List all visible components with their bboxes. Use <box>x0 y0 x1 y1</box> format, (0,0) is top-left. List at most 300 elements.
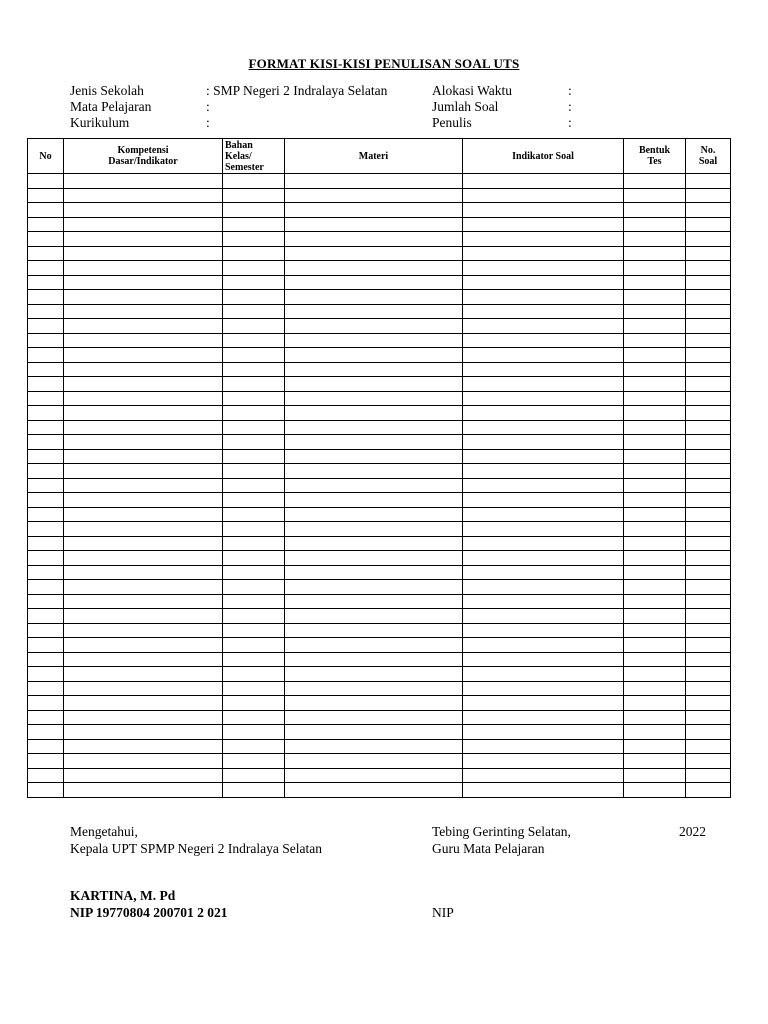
table-cell-no[interactable] <box>28 783 64 798</box>
table-cell-kd[interactable] <box>64 522 223 537</box>
table-cell-bentuk[interactable] <box>624 551 686 566</box>
table-cell-materi[interactable] <box>285 710 463 725</box>
table-cell-nosoal[interactable] <box>686 754 731 769</box>
table-cell-materi[interactable] <box>285 290 463 305</box>
table-cell-indikator[interactable] <box>463 652 624 667</box>
table-cell-nosoal[interactable] <box>686 420 731 435</box>
table-cell-materi[interactable] <box>285 377 463 392</box>
table-cell-nosoal[interactable] <box>686 522 731 537</box>
table-cell-indikator[interactable] <box>463 362 624 377</box>
table-cell-kd[interactable] <box>64 304 223 319</box>
table-cell-kd[interactable] <box>64 377 223 392</box>
table-cell-materi[interactable] <box>285 188 463 203</box>
table-cell-materi[interactable] <box>285 217 463 232</box>
table-cell-kd[interactable] <box>64 754 223 769</box>
table-cell-bentuk[interactable] <box>624 449 686 464</box>
table-cell-materi[interactable] <box>285 232 463 247</box>
table-cell-bentuk[interactable] <box>624 203 686 218</box>
table-cell-kd[interactable] <box>64 507 223 522</box>
table-cell-kd[interactable] <box>64 638 223 653</box>
table-cell-indikator[interactable] <box>463 188 624 203</box>
table-cell-materi[interactable] <box>285 319 463 334</box>
table-cell-no[interactable] <box>28 203 64 218</box>
table-cell-indikator[interactable] <box>463 638 624 653</box>
table-cell-indikator[interactable] <box>463 290 624 305</box>
table-cell-bahan[interactable] <box>223 348 285 363</box>
table-cell-bahan[interactable] <box>223 783 285 798</box>
table-cell-bahan[interactable] <box>223 768 285 783</box>
table-cell-bentuk[interactable] <box>624 348 686 363</box>
table-cell-bahan[interactable] <box>223 594 285 609</box>
table-cell-nosoal[interactable] <box>686 203 731 218</box>
table-cell-nosoal[interactable] <box>686 188 731 203</box>
table-cell-materi[interactable] <box>285 739 463 754</box>
table-cell-no[interactable] <box>28 652 64 667</box>
table-cell-no[interactable] <box>28 188 64 203</box>
table-cell-materi[interactable] <box>285 652 463 667</box>
table-cell-indikator[interactable] <box>463 232 624 247</box>
table-cell-kd[interactable] <box>64 319 223 334</box>
table-cell-materi[interactable] <box>285 507 463 522</box>
table-cell-materi[interactable] <box>285 754 463 769</box>
table-cell-indikator[interactable] <box>463 565 624 580</box>
table-cell-indikator[interactable] <box>463 580 624 595</box>
table-cell-nosoal[interactable] <box>686 449 731 464</box>
table-cell-indikator[interactable] <box>463 696 624 711</box>
table-cell-kd[interactable] <box>64 348 223 363</box>
table-cell-bentuk[interactable] <box>624 725 686 740</box>
table-cell-no[interactable] <box>28 362 64 377</box>
table-cell-materi[interactable] <box>285 406 463 421</box>
table-cell-bentuk[interactable] <box>624 638 686 653</box>
table-cell-nosoal[interactable] <box>686 348 731 363</box>
table-cell-indikator[interactable] <box>463 203 624 218</box>
table-cell-materi[interactable] <box>285 594 463 609</box>
table-cell-no[interactable] <box>28 580 64 595</box>
table-cell-no[interactable] <box>28 681 64 696</box>
table-cell-no[interactable] <box>28 449 64 464</box>
table-cell-indikator[interactable] <box>463 507 624 522</box>
table-cell-materi[interactable] <box>285 725 463 740</box>
table-cell-nosoal[interactable] <box>686 217 731 232</box>
table-cell-materi[interactable] <box>285 522 463 537</box>
table-cell-indikator[interactable] <box>463 420 624 435</box>
table-cell-bahan[interactable] <box>223 217 285 232</box>
table-cell-nosoal[interactable] <box>686 377 731 392</box>
table-cell-bahan[interactable] <box>223 333 285 348</box>
table-cell-nosoal[interactable] <box>686 275 731 290</box>
table-cell-no[interactable] <box>28 377 64 392</box>
table-cell-nosoal[interactable] <box>686 768 731 783</box>
table-cell-materi[interactable] <box>285 609 463 624</box>
table-cell-nosoal[interactable] <box>686 580 731 595</box>
table-cell-bahan[interactable] <box>223 449 285 464</box>
table-cell-bentuk[interactable] <box>624 333 686 348</box>
table-cell-no[interactable] <box>28 710 64 725</box>
table-cell-no[interactable] <box>28 232 64 247</box>
table-cell-kd[interactable] <box>64 478 223 493</box>
table-cell-kd[interactable] <box>64 623 223 638</box>
table-cell-materi[interactable] <box>285 174 463 189</box>
table-cell-indikator[interactable] <box>463 522 624 537</box>
table-cell-kd[interactable] <box>64 464 223 479</box>
table-cell-nosoal[interactable] <box>686 406 731 421</box>
table-cell-bentuk[interactable] <box>624 507 686 522</box>
table-cell-no[interactable] <box>28 565 64 580</box>
table-cell-indikator[interactable] <box>463 783 624 798</box>
table-cell-bentuk[interactable] <box>624 261 686 276</box>
table-cell-bahan[interactable] <box>223 507 285 522</box>
table-cell-bahan[interactable] <box>223 420 285 435</box>
table-cell-no[interactable] <box>28 246 64 261</box>
table-cell-bentuk[interactable] <box>624 304 686 319</box>
table-cell-bentuk[interactable] <box>624 391 686 406</box>
table-cell-nosoal[interactable] <box>686 362 731 377</box>
table-cell-nosoal[interactable] <box>686 710 731 725</box>
table-cell-kd[interactable] <box>64 217 223 232</box>
table-cell-indikator[interactable] <box>463 754 624 769</box>
table-cell-bentuk[interactable] <box>624 275 686 290</box>
table-cell-indikator[interactable] <box>463 246 624 261</box>
table-cell-kd[interactable] <box>64 681 223 696</box>
table-cell-indikator[interactable] <box>463 261 624 276</box>
table-cell-indikator[interactable] <box>463 623 624 638</box>
table-cell-indikator[interactable] <box>463 391 624 406</box>
table-cell-nosoal[interactable] <box>686 261 731 276</box>
table-cell-materi[interactable] <box>285 304 463 319</box>
table-cell-no[interactable] <box>28 667 64 682</box>
table-cell-bentuk[interactable] <box>624 739 686 754</box>
table-cell-bentuk[interactable] <box>624 493 686 508</box>
table-cell-indikator[interactable] <box>463 725 624 740</box>
table-cell-indikator[interactable] <box>463 319 624 334</box>
table-cell-bentuk[interactable] <box>624 667 686 682</box>
table-cell-no[interactable] <box>28 623 64 638</box>
table-cell-nosoal[interactable] <box>686 333 731 348</box>
table-cell-no[interactable] <box>28 725 64 740</box>
table-cell-bentuk[interactable] <box>624 754 686 769</box>
table-cell-bahan[interactable] <box>223 406 285 421</box>
table-cell-bentuk[interactable] <box>624 174 686 189</box>
table-cell-no[interactable] <box>28 420 64 435</box>
table-cell-kd[interactable] <box>64 580 223 595</box>
table-cell-bahan[interactable] <box>223 377 285 392</box>
table-cell-indikator[interactable] <box>463 449 624 464</box>
table-cell-bentuk[interactable] <box>624 609 686 624</box>
table-cell-no[interactable] <box>28 406 64 421</box>
table-cell-indikator[interactable] <box>463 217 624 232</box>
table-cell-bentuk[interactable] <box>624 420 686 435</box>
table-cell-materi[interactable] <box>285 261 463 276</box>
table-cell-materi[interactable] <box>285 638 463 653</box>
table-cell-indikator[interactable] <box>463 667 624 682</box>
table-cell-bahan[interactable] <box>223 623 285 638</box>
table-cell-bahan[interactable] <box>223 435 285 450</box>
table-cell-no[interactable] <box>28 478 64 493</box>
table-cell-bahan[interactable] <box>223 652 285 667</box>
table-cell-bahan[interactable] <box>223 725 285 740</box>
table-cell-nosoal[interactable] <box>686 725 731 740</box>
table-cell-kd[interactable] <box>64 565 223 580</box>
table-cell-bentuk[interactable] <box>624 594 686 609</box>
table-cell-nosoal[interactable] <box>686 739 731 754</box>
table-cell-nosoal[interactable] <box>686 174 731 189</box>
table-cell-bentuk[interactable] <box>624 522 686 537</box>
table-cell-no[interactable] <box>28 275 64 290</box>
table-cell-indikator[interactable] <box>463 406 624 421</box>
table-cell-kd[interactable] <box>64 551 223 566</box>
table-cell-materi[interactable] <box>285 275 463 290</box>
table-cell-no[interactable] <box>28 609 64 624</box>
table-cell-nosoal[interactable] <box>686 609 731 624</box>
table-cell-bahan[interactable] <box>223 232 285 247</box>
table-cell-nosoal[interactable] <box>686 551 731 566</box>
table-cell-kd[interactable] <box>64 174 223 189</box>
table-cell-bentuk[interactable] <box>624 290 686 305</box>
table-cell-nosoal[interactable] <box>686 435 731 450</box>
table-cell-indikator[interactable] <box>463 275 624 290</box>
table-cell-kd[interactable] <box>64 725 223 740</box>
table-cell-kd[interactable] <box>64 391 223 406</box>
table-cell-bahan[interactable] <box>223 188 285 203</box>
table-cell-no[interactable] <box>28 696 64 711</box>
table-cell-no[interactable] <box>28 507 64 522</box>
table-cell-kd[interactable] <box>64 188 223 203</box>
table-cell-bentuk[interactable] <box>624 478 686 493</box>
table-cell-materi[interactable] <box>285 449 463 464</box>
table-cell-materi[interactable] <box>285 696 463 711</box>
table-cell-bahan[interactable] <box>223 551 285 566</box>
table-cell-nosoal[interactable] <box>686 290 731 305</box>
table-cell-indikator[interactable] <box>463 739 624 754</box>
table-cell-bahan[interactable] <box>223 319 285 334</box>
table-cell-materi[interactable] <box>285 681 463 696</box>
table-cell-materi[interactable] <box>285 391 463 406</box>
table-cell-nosoal[interactable] <box>686 464 731 479</box>
table-cell-nosoal[interactable] <box>686 681 731 696</box>
table-cell-bentuk[interactable] <box>624 783 686 798</box>
table-cell-kd[interactable] <box>64 536 223 551</box>
table-cell-indikator[interactable] <box>463 493 624 508</box>
table-cell-bentuk[interactable] <box>624 768 686 783</box>
table-cell-no[interactable] <box>28 348 64 363</box>
table-cell-kd[interactable] <box>64 246 223 261</box>
table-cell-kd[interactable] <box>64 594 223 609</box>
table-cell-bahan[interactable] <box>223 290 285 305</box>
table-cell-indikator[interactable] <box>463 609 624 624</box>
table-cell-materi[interactable] <box>285 783 463 798</box>
table-cell-kd[interactable] <box>64 667 223 682</box>
table-cell-bahan[interactable] <box>223 522 285 537</box>
table-cell-bahan[interactable] <box>223 493 285 508</box>
table-cell-bahan[interactable] <box>223 667 285 682</box>
table-cell-indikator[interactable] <box>463 681 624 696</box>
table-cell-nosoal[interactable] <box>686 232 731 247</box>
table-cell-kd[interactable] <box>64 275 223 290</box>
table-cell-bahan[interactable] <box>223 362 285 377</box>
table-cell-materi[interactable] <box>285 348 463 363</box>
table-cell-no[interactable] <box>28 464 64 479</box>
table-cell-no[interactable] <box>28 754 64 769</box>
table-cell-nosoal[interactable] <box>686 507 731 522</box>
table-cell-nosoal[interactable] <box>686 565 731 580</box>
table-cell-bentuk[interactable] <box>624 246 686 261</box>
table-cell-indikator[interactable] <box>463 348 624 363</box>
table-cell-no[interactable] <box>28 551 64 566</box>
table-cell-indikator[interactable] <box>463 333 624 348</box>
table-cell-materi[interactable] <box>285 551 463 566</box>
table-cell-indikator[interactable] <box>463 551 624 566</box>
table-cell-no[interactable] <box>28 522 64 537</box>
table-cell-nosoal[interactable] <box>686 652 731 667</box>
table-cell-no[interactable] <box>28 739 64 754</box>
table-cell-bahan[interactable] <box>223 681 285 696</box>
table-cell-no[interactable] <box>28 391 64 406</box>
table-cell-bentuk[interactable] <box>624 536 686 551</box>
table-cell-materi[interactable] <box>285 203 463 218</box>
table-cell-bentuk[interactable] <box>624 464 686 479</box>
table-cell-materi[interactable] <box>285 768 463 783</box>
table-cell-no[interactable] <box>28 536 64 551</box>
table-cell-bentuk[interactable] <box>624 696 686 711</box>
table-cell-materi[interactable] <box>285 623 463 638</box>
table-cell-kd[interactable] <box>64 710 223 725</box>
table-cell-bentuk[interactable] <box>624 623 686 638</box>
table-cell-bentuk[interactable] <box>624 232 686 247</box>
table-cell-nosoal[interactable] <box>686 623 731 638</box>
table-cell-bahan[interactable] <box>223 246 285 261</box>
table-cell-no[interactable] <box>28 304 64 319</box>
table-cell-nosoal[interactable] <box>686 696 731 711</box>
table-cell-kd[interactable] <box>64 493 223 508</box>
table-cell-nosoal[interactable] <box>686 319 731 334</box>
table-cell-kd[interactable] <box>64 739 223 754</box>
table-cell-bahan[interactable] <box>223 261 285 276</box>
table-cell-indikator[interactable] <box>463 478 624 493</box>
table-cell-no[interactable] <box>28 290 64 305</box>
table-cell-no[interactable] <box>28 594 64 609</box>
table-cell-indikator[interactable] <box>463 768 624 783</box>
table-cell-indikator[interactable] <box>463 377 624 392</box>
table-cell-bahan[interactable] <box>223 754 285 769</box>
table-cell-nosoal[interactable] <box>686 783 731 798</box>
table-cell-no[interactable] <box>28 638 64 653</box>
table-cell-bentuk[interactable] <box>624 580 686 595</box>
table-cell-kd[interactable] <box>64 783 223 798</box>
table-cell-nosoal[interactable] <box>686 246 731 261</box>
table-cell-kd[interactable] <box>64 362 223 377</box>
table-cell-bentuk[interactable] <box>624 565 686 580</box>
table-cell-no[interactable] <box>28 319 64 334</box>
table-cell-materi[interactable] <box>285 565 463 580</box>
table-cell-no[interactable] <box>28 435 64 450</box>
table-cell-materi[interactable] <box>285 246 463 261</box>
table-cell-nosoal[interactable] <box>686 304 731 319</box>
table-cell-nosoal[interactable] <box>686 594 731 609</box>
table-cell-materi[interactable] <box>285 478 463 493</box>
table-cell-nosoal[interactable] <box>686 638 731 653</box>
table-cell-nosoal[interactable] <box>686 493 731 508</box>
table-cell-kd[interactable] <box>64 768 223 783</box>
table-cell-nosoal[interactable] <box>686 478 731 493</box>
table-cell-kd[interactable] <box>64 435 223 450</box>
table-cell-bahan[interactable] <box>223 609 285 624</box>
table-cell-no[interactable] <box>28 493 64 508</box>
table-cell-indikator[interactable] <box>463 464 624 479</box>
table-cell-bahan[interactable] <box>223 696 285 711</box>
table-cell-bahan[interactable] <box>223 536 285 551</box>
table-cell-bahan[interactable] <box>223 478 285 493</box>
table-cell-bentuk[interactable] <box>624 681 686 696</box>
table-cell-indikator[interactable] <box>463 536 624 551</box>
table-cell-kd[interactable] <box>64 696 223 711</box>
table-cell-nosoal[interactable] <box>686 536 731 551</box>
table-cell-bentuk[interactable] <box>624 188 686 203</box>
table-cell-bahan[interactable] <box>223 174 285 189</box>
table-cell-nosoal[interactable] <box>686 391 731 406</box>
table-cell-kd[interactable] <box>64 232 223 247</box>
table-cell-materi[interactable] <box>285 536 463 551</box>
table-cell-no[interactable] <box>28 333 64 348</box>
table-cell-materi[interactable] <box>285 493 463 508</box>
table-cell-kd[interactable] <box>64 420 223 435</box>
table-cell-kd[interactable] <box>64 261 223 276</box>
table-cell-bahan[interactable] <box>223 580 285 595</box>
table-cell-bentuk[interactable] <box>624 652 686 667</box>
table-cell-no[interactable] <box>28 768 64 783</box>
table-cell-bahan[interactable] <box>223 739 285 754</box>
table-cell-bentuk[interactable] <box>624 406 686 421</box>
table-cell-no[interactable] <box>28 217 64 232</box>
table-cell-bahan[interactable] <box>223 638 285 653</box>
table-cell-no[interactable] <box>28 174 64 189</box>
table-cell-materi[interactable] <box>285 580 463 595</box>
table-cell-materi[interactable] <box>285 362 463 377</box>
table-cell-kd[interactable] <box>64 333 223 348</box>
table-cell-indikator[interactable] <box>463 710 624 725</box>
table-cell-bahan[interactable] <box>223 304 285 319</box>
table-cell-bahan[interactable] <box>223 710 285 725</box>
table-cell-nosoal[interactable] <box>686 667 731 682</box>
table-cell-bentuk[interactable] <box>624 362 686 377</box>
table-cell-bahan[interactable] <box>223 464 285 479</box>
table-cell-no[interactable] <box>28 261 64 276</box>
table-cell-materi[interactable] <box>285 435 463 450</box>
table-cell-bahan[interactable] <box>223 275 285 290</box>
table-cell-kd[interactable] <box>64 652 223 667</box>
table-cell-kd[interactable] <box>64 406 223 421</box>
table-cell-bahan[interactable] <box>223 391 285 406</box>
table-cell-bentuk[interactable] <box>624 319 686 334</box>
table-cell-kd[interactable] <box>64 449 223 464</box>
table-cell-indikator[interactable] <box>463 304 624 319</box>
table-cell-kd[interactable] <box>64 609 223 624</box>
table-cell-materi[interactable] <box>285 420 463 435</box>
table-cell-indikator[interactable] <box>463 174 624 189</box>
table-cell-kd[interactable] <box>64 203 223 218</box>
table-cell-bentuk[interactable] <box>624 217 686 232</box>
table-cell-bahan[interactable] <box>223 565 285 580</box>
table-cell-bentuk[interactable] <box>624 710 686 725</box>
table-cell-materi[interactable] <box>285 464 463 479</box>
table-cell-indikator[interactable] <box>463 594 624 609</box>
table-cell-indikator[interactable] <box>463 435 624 450</box>
table-cell-materi[interactable] <box>285 667 463 682</box>
table-cell-bentuk[interactable] <box>624 435 686 450</box>
table-cell-kd[interactable] <box>64 290 223 305</box>
table-cell-bahan[interactable] <box>223 203 285 218</box>
table-cell-materi[interactable] <box>285 333 463 348</box>
